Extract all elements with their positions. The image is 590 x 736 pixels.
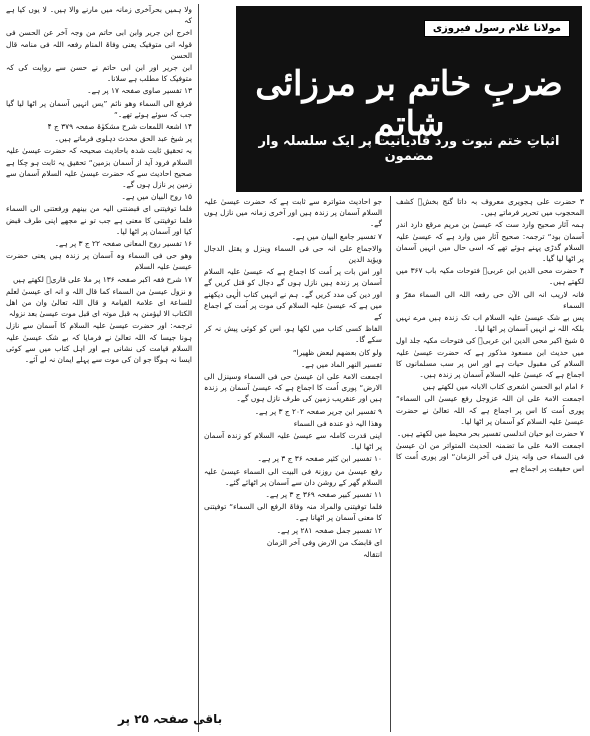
paragraph: پس بے شک عیسیٰ علیہ السلام اب تک زندہ ہیں مرے نہیں بلکہ اللہ نے انہیں آسمان پر اٹھا لیا۔ [396,313,584,334]
continued-note: باقی صفحہ ۲۵ پر [118,712,223,726]
paragraph: اجمعت الامۃ علی ان اللہ عزوجل رفع عیسیٰ الی السماء“ پوری اُمت کا اس پر اجماع ہے کہ اللہ تعالیٰ نے حضرت عیسیٰ علیہ السلام کو آسمان پر اٹھا لیا۔ [396,394,584,426]
paragraph: فانہ لاریب انہ الی الآن حی رفعہ اللہ الی السماء مقرّ و السماء [396,289,584,310]
paragraph: ابن جریر اور ابن ابی حاتم نے حسن سے روایت کی کہ متوفیک کا مطلب ہے سلانا۔ [6,63,192,84]
paragraph: پر شیخ عبد الحق محدث دہلوی فرماتے ہیں۔ [54,134,192,144]
paragraph: وھو حی فی السماء وہ آسمان پر زندہ ہیں یعنی حضرت عیسیٰ علیہ السلام [6,251,192,272]
column-divider [198,4,199,732]
paragraph: ۱۶ تفسیر روح المعانی صفحہ ۲۲ ج ۳ پر ہے۔ [54,239,192,249]
paragraph: ۱۰ تفسیر ابن کثیر صفحہ ۳۶ ج ۳ پر ہے۔ [257,454,382,464]
column-right [396,196,584,730]
paragraph: ۹ تفسیر ابن جریر صفحہ ۲۰۲ ج ۳ پر ہے۔ [254,406,382,416]
author-name: مولانا غلام رسول فیروزی [424,20,570,37]
paragraph: ولو کان بعضھم لبعض ظھیرا“ [292,347,382,357]
paragraph: ای قابضک من الارض وفی آخر الزمان [266,537,382,547]
paragraph: ۷ تفسیر جامع البیان میں ہے۔ [291,231,382,241]
paragraph: ۱۳ تفسیر صاوی صفحہ ۱۷ پر ہے۔ [87,86,192,96]
paragraph: انتقالہ [363,550,382,560]
paragraph: ہمہ آثار صحیح وارد ست کہ عیسیٰ بن مریم مرقع دارد اندر آسمان بود“ ترجمہ: صحیح آثار میں وارد ہے کہ عیسیٰ علیہ السلام گدڑی پہنے ہوئے تھے کہ اسی حال میں انہیں آسمان پر اٹھا لیا گیا۔ [396,220,584,264]
paragraph: ۳ حضرت علی ہجویری معروف بہ داتا گنج بخشؒ کشف المحجوب میں تحریر فرماتے ہیں۔ [396,197,584,218]
newspaper-page [6,4,584,732]
paragraph: جو احادیث متواترہ سے ثابت ہے کہ حضرت عیسیٰ علیہ السلام آسمان پر زندہ ہیں اور آخری زمانہ میں نازل ہوں گے۔ [204,197,382,229]
paragraph: والاجماع علی انہ حی فی السماء وینزل و یقتل الدجال ویؤید الدین [204,243,382,265]
paragraph: ۱۱ تفسیر کبیر صفحہ ۳۶۹ ج ۳ پر ہے۔ [265,490,382,500]
paragraph: ۴ حضرت محی الدین ابن عربیؒ فتوحات مکیہ باب ۳۶۷ میں لکھتے ہیں۔ [396,266,584,287]
paragraph: اپنی قدرت کاملہ سے عیسیٰ علیہ السلام کو زندہ آسمان پر اٹھا لیا۔ [204,431,382,452]
paragraph: ۱۴ اشعۃ اللمعات شرح مشکوٰۃ صفحہ ۳۷۹ ج ۴ [47,122,192,132]
paragraph: و نزول عیسیٰ من السماء کما قال اللہ و انہ ای عیسیٰ لعلم للساعۃ ای علامۃ القیامۃ و قال اللہ تعالیٰ وان من اھل الکتاب الا لیؤمنن بہ قبل موتہ ای قبل موت عیسیٰ بعد نزولہ [6,286,192,319]
article-header [236,6,582,192]
paragraph: ۱۲ تفسیر جمل صفحہ ۲۸۱ پر ہے۔ [276,525,382,535]
paragraph: الفاظ کسی کتاب میں لکھا ہو، اس کو کوئی پیش نہ کر سکے گا۔ [204,324,382,345]
paragraph: ۷ حضرت ابو حیان اندلسی تفسیر بحر محیط میں لکھتے ہیں۔ [396,429,584,439]
paragraph: اجمعت الامۃ علی ان عیسیٰ حی فی السماء وسینزل الی الارض“ پوری اُمت کا اجماع ہے کہ عیسیٰ آسمان پر زندہ ہیں اور عنقریب زمین کی طرف نازل ہوں گے۔ [204,372,382,404]
paragraph: ولا ہمیں بحرآخری زمانہ میں مارنے والا ہیں۔ لا یوں کیا ہے کہ [6,5,192,26]
paragraph: ۱۷ شرح فقہ اکبر صفحہ ۱۳۶ پر ملا علی قاریؒ لکھتے ہیں [13,274,192,284]
paragraph: ۱۵ روح البیان میں ہے۔ [121,192,192,202]
article-title: ضربِ خاتم بر مرزائی شاتم [255,64,563,144]
paragraph: اجمعت الامۃ علی ما تضمنہ الحدیث المتواتر من ان عیسیٰ فی السماء حی وانہ ینزل فی آخر الزمان“ اور پوری اُمت کا اس حقیقت پر اجماع ہے [396,441,584,473]
paragraph: تفسیر النھر الماد میں ہے۔ [300,359,382,369]
paragraph: ۵ شیخ اکبر محی الدین ابن عربیؒ کی فتوحات مکیہ جلد اول میں حدیث ابن مسعود مذکور ہے کہ حضرت عیسیٰ علیہ السلام کی مقبول حیات ہے اور اس پر سب مسلمانوں کا اجماع ہے کہ عیسیٰ علیہ السلام آسمان پر زندہ ہیں۔ [396,336,584,380]
article-subtitle: اثباتِ ختم نبوت ورد قادیانیت پر ایک سلسلہ وار مضمون [258,134,560,164]
column-left [6,4,192,730]
paragraph: اور اس بات پر اُمت کا اجماع ہے کہ عیسیٰ علیہ السلام آسمان پر زندہ ہیں نازل ہوں گے دجال کو قتل کریں گے اور دین کی مدد کریں گے۔ ہم نے انہیں کتاب الٰہی دیکھنے میں ہے کہ عیسیٰ علیہ السلام کی موت پر اُمت کے اجماع کے [204,267,382,322]
paragraph: وھذا الیہ ذو عندہ فی السماء [293,418,382,428]
paragraph: رفع عیسیٰ من روزنۃ فی البیت الی السماء عیسیٰ علیہ السلام گھر کے روشن دان سے آسمان پر اٹھائے گئے۔ [204,466,382,487]
paragraph: فلما توفیتنی ای قبضتنی الیہ من بینھم ورفعتنی الی السماء فلما توفیتنی کا معنی ہے جب تو نے مجھے اپنی طرف قبض کیا اور آسمان پر اٹھا لیا۔ [6,204,192,236]
paragraph: ۶ امام ابو الحسن اشعری کتاب الابانہ میں لکھتے ہیں [422,382,584,392]
paragraph: فرفع الی السماء وھو نائم ”یس انہیں آسمان پر اٹھا لیا گیا جب کہ سوئے ہوئے تھے۔“ [6,98,192,119]
paragraph: اخرج ابن جریر وابن ابی حاتم من وجہ آخر عن الحسن فی قولہ انی متوفیک یعنی وفاۃ المنام رفعہ اللہ فی منامہ قال الحسن [6,28,192,60]
column-divider [390,196,391,732]
paragraph: ترجمہ: اور حضرت عیسیٰ علیہ السلام کا آسمان سے نازل ہونا جیسا کہ اللہ تعالیٰ نے فرمایا کہ بے شک عیسیٰ علیہ السلام قیامت کی نشانی ہے اور اہل کتاب میں سے کوئی ایسا نہ ہوگا جو ان کی موت سے پہلے ایمان نہ لے آئے۔ [6,321,192,365]
paragraph: فلما توفیتنی والمراد منہ وفاۃ الرفع الی السماء“ توفیتنی کا معنی آسمان پر اٹھانا ہے۔ [204,502,382,523]
paragraph: بہ تحقیق ثابت شدہ باحادیث صحیحہ کہ حضرت عیسیٰ علیہ السلام فرود آید از آسمان بزمین“ تحقیق یہ ثابت ہو چکا ہے صحیح احادیث سے کہ حضرت عیسیٰ علیہ السلام آسمان سے زمین پر نازل ہوں گے۔ [6,146,192,190]
column-middle [204,196,382,730]
